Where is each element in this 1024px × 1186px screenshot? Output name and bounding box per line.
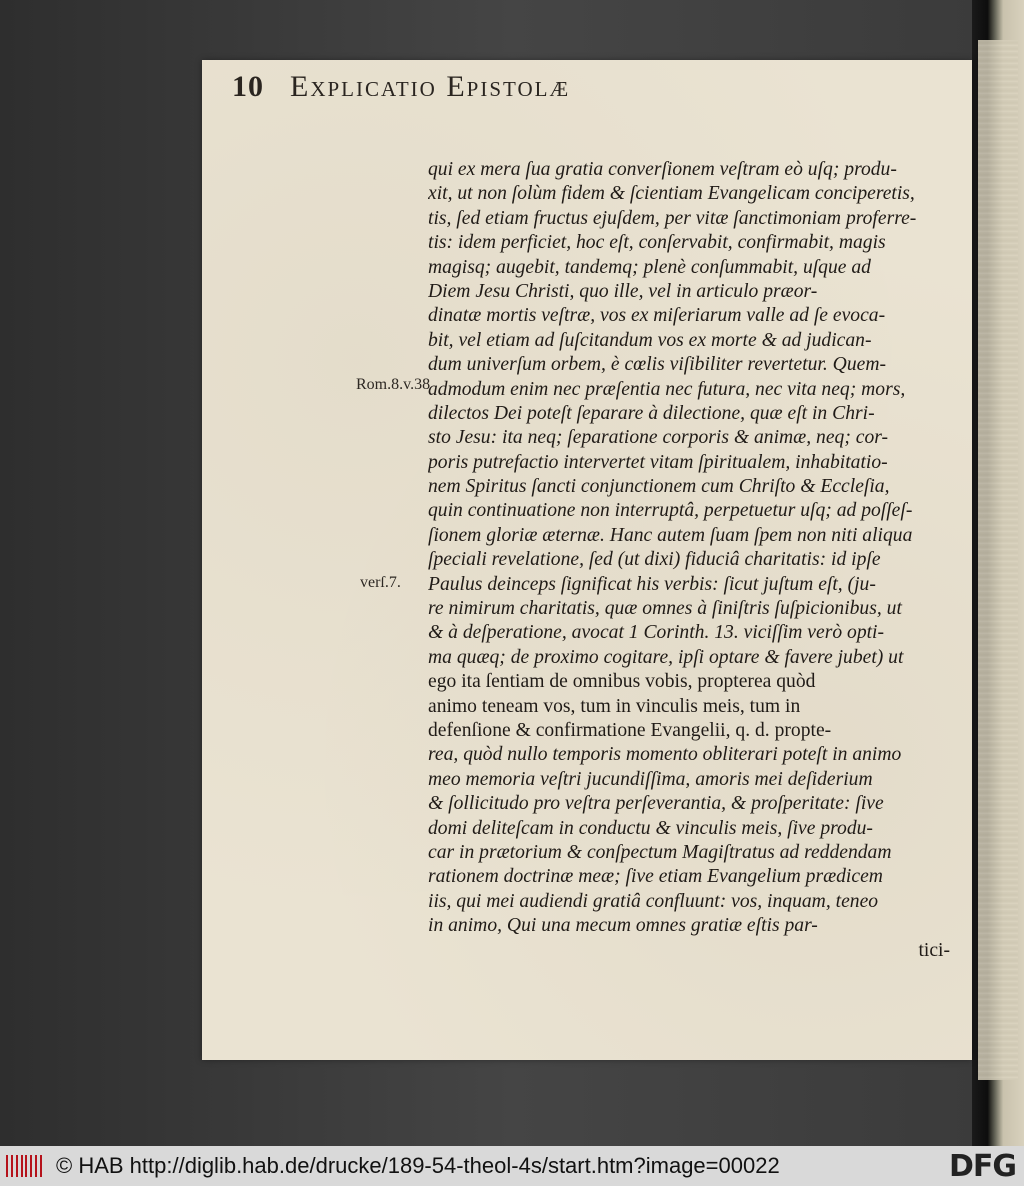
dfg-logo: DFG: [948, 1148, 1016, 1184]
text-line: ſionem gloriæ æternæ. Hanc autem ſuam ſpem non niti aliqua: [428, 524, 913, 546]
text-line: admodum enim nec præſentia nec futura, nec vita neq; mors,: [428, 378, 906, 400]
text-line: & à deſperatione, avocat 1 Corinth. 13. viciſſim verò opti-: [428, 622, 885, 644]
text-line: dilectos Dei poteſt ſeparare à dilectione, quæ eſt in Chri-: [428, 402, 875, 424]
running-head: Explicatio Epistolæ: [290, 70, 571, 103]
text-line: dum univerſum orbem, è cœlis viſibiliter revertetur. Quem-: [428, 354, 887, 376]
margin-note-rom: Rom.8.v.38: [356, 376, 431, 393]
text-line: car in prætorium & conſpectum Magiſtratus ad reddendam: [428, 841, 892, 863]
text-line: magisq; augebit, tandemq; plenè conſummabit, uſque ad: [428, 256, 871, 278]
text-line: nem Spiritus ſancti conjunctionem cum Chriſto & Eccleſia,: [428, 476, 890, 498]
text-line: defenſione & confirmatione Evangelii, q. d. propte-: [428, 719, 832, 741]
text-line: tis, ſed etiam fructus ejuſdem, per vitæ ſanctimoniam proferre-: [428, 207, 917, 229]
text-line: sto Jesu: ita neq; ſeparatione corporis & animæ, neq; cor-: [428, 427, 888, 449]
text-line: xit, ut non ſolùm fidem & ſcientiam Evangelicam conciperetis,: [428, 183, 915, 205]
text-line: iis, qui mei audiendi gratiâ confluunt: vos, inquam, teneo: [428, 890, 879, 912]
text-line: re nimirum charitatis, quæ omnes à ſiniſtris ſuſpicionibus, ut: [428, 598, 902, 620]
text-line: qui ex mera ſua gratia converſionem veſtram eò uſq; produ-: [428, 159, 897, 180]
catchword: tici-: [918, 939, 950, 961]
text-line: Diem Jesu Christi, quo ille, vel in articulo præor-: [428, 280, 818, 302]
margin-note-vers: verſ.7.: [360, 574, 401, 591]
text-line: meo memoria veſtri jucundiſſima, amoris mei deſiderium: [428, 768, 873, 790]
page-number: 10: [232, 70, 264, 103]
text-line: tis: idem perficiet, hoc eſt, conſervabit, confirmabit, magis: [428, 232, 886, 254]
text-line: ſpeciali revelatione, ſed (ut dixi) fiduciâ charitatis: id ipſe: [428, 549, 881, 571]
text-line: & ſollicitudo pro veſtra perſeverantia, & proſperitate: ſive: [428, 793, 884, 815]
text-line: bit, vel etiam ad ſuſcitandum vos ex morte & ad judican-: [428, 329, 872, 351]
text-line: quin continuatione non interruptâ, perpetuetur uſq; ad poſſeſ-: [428, 500, 913, 522]
text-line: animo teneam vos, tum in vinculis meis, tum in: [428, 695, 801, 717]
footer-bar: [0, 1146, 1024, 1186]
copyright-link[interactable]: © HAB http://diglib.hab.de/drucke/189-54-theol-4s/start.htm?image=00022: [56, 1153, 780, 1178]
hab-logo-icon: [6, 1154, 42, 1178]
text-line: ma quæq; de proximo cogitare, ipſi optare & favere jubet) ut: [428, 646, 904, 668]
text-line: rea, quòd nullo temporis momento obliterari poteſt in animo: [428, 744, 902, 766]
facing-page-edge: [978, 40, 1018, 1080]
text-line: in animo, Qui una mecum omnes gratiæ eſtis par-: [428, 915, 818, 937]
text-line: ego ita ſentiam de omnibus vobis, propterea quòd: [428, 671, 816, 693]
text-line: rationem doctrinæ meæ; ſive etiam Evangelium prædicem: [428, 866, 883, 888]
text-line: poris putrefactio intervertet vitam ſpiritualem, inhabitatio-: [428, 451, 888, 473]
text-line: Paulus deinceps ſignificat his verbis: ſicut juſtum eſt, (ju-: [428, 573, 876, 595]
text-line: domi deliteſcam in conductu & vinculis meis, ſive produ-: [428, 817, 873, 839]
text-line: dinatæ mortis veſtræ, vos ex miſeriarum valle ad ſe evoca-: [428, 305, 886, 327]
body-text: [428, 158, 950, 963]
page-header: [232, 70, 570, 108]
